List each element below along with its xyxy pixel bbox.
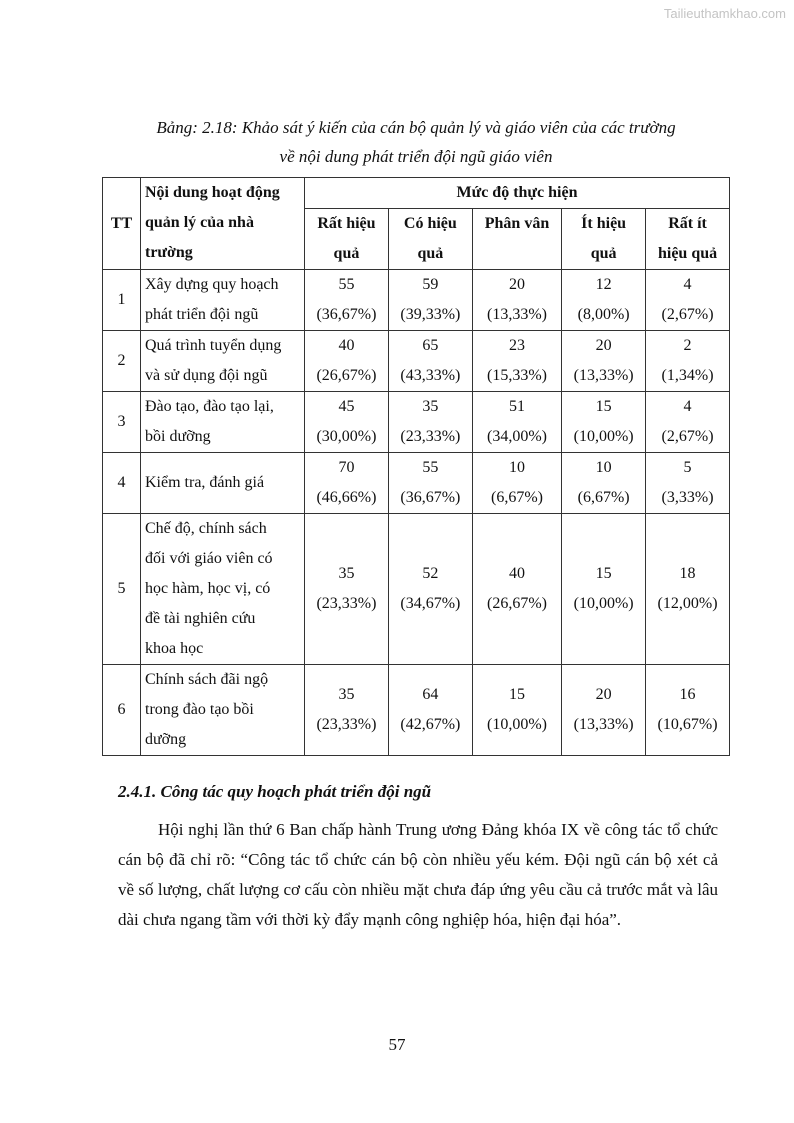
row-index: 1 [103, 270, 141, 331]
header-content-line: quản lý của nhà [145, 214, 254, 231]
value-count: 20 [595, 686, 612, 703]
value-percent: (26,67%) [487, 595, 547, 612]
value-count: 55 [338, 276, 355, 293]
value-cell [305, 331, 389, 392]
value-percent: (26,67%) [316, 367, 377, 384]
table-body [103, 270, 730, 756]
value-percent: (2,67%) [661, 428, 714, 445]
caption-line-1: Bảng: 2.18: Khảo sát ý kiến của cán bộ quản lý và giáo viên của các trường [156, 118, 676, 137]
value-cell [472, 392, 561, 453]
value-count: 55 [422, 459, 439, 476]
value-cell [646, 453, 730, 514]
row-index: 4 [103, 453, 141, 514]
content-line: đối với giáo viên có [145, 550, 273, 567]
row-content [141, 392, 305, 453]
value-count: 16 [679, 686, 696, 703]
header-content-line: trường [145, 244, 193, 261]
value-percent: (10,00%) [573, 595, 634, 612]
value-percent: (3,33%) [661, 489, 714, 506]
header-less-effective [562, 209, 646, 270]
content-line: đề tài nghiên cứu [145, 610, 256, 627]
value-cell [562, 665, 646, 756]
value-count: 12 [595, 276, 612, 293]
header-sub-line: Rất hiệu [317, 215, 376, 232]
value-percent: (30,00%) [316, 428, 377, 445]
value-cell [646, 270, 730, 331]
header-sub-line: hiệu quả [657, 245, 718, 262]
value-cell [472, 331, 561, 392]
value-percent: (6,67%) [577, 489, 630, 506]
header-sub-line: Có hiệu [403, 215, 457, 232]
value-percent: (46,66%) [316, 489, 377, 506]
header-content-line: Nội dung hoạt động [145, 184, 280, 201]
header-tt: TT [103, 178, 141, 270]
header-sub-line: quả [333, 245, 360, 262]
value-count: 10 [595, 459, 612, 476]
value-percent: (13,33%) [487, 306, 547, 323]
row-index: 6 [103, 665, 141, 756]
value-cell [305, 665, 389, 756]
table-row [103, 331, 730, 392]
value-cell [646, 392, 730, 453]
row-content [141, 331, 305, 392]
value-cell [646, 331, 730, 392]
value-percent: (13,33%) [573, 367, 634, 384]
content-line: Chính sách đãi ngộ [145, 671, 269, 688]
content-line: dưỡng [145, 731, 187, 748]
value-percent: (34,00%) [487, 428, 547, 445]
value-cell [562, 270, 646, 331]
value-percent: (2,67%) [661, 306, 714, 323]
value-percent: (23,33%) [316, 716, 377, 733]
row-index: 5 [103, 514, 141, 665]
value-cell [472, 270, 561, 331]
content-line: trong đào tạo bồi [145, 701, 254, 718]
value-count: 2 [683, 337, 692, 354]
content-line: Xây dựng quy hoạch [145, 276, 279, 293]
body-paragraph: Hội nghị lần thứ 6 Ban chấp hành Trung ương Đảng khóa IX về công tác tổ chức cán bộ đã chỉ rõ: “Công tác tổ chức cán bộ còn nhiều yếu kém. Đội ngũ cán bộ xét cả về số lượng, chất lượng cơ cấu còn nhiều mặt chưa đáp ứng yêu cầu cả trước mắt và lâu dài chưa ngang tầm với thời kỳ đẩy mạnh công nghiệp hóa, hiện đại hóa”. [118, 820, 718, 929]
value-cell [388, 453, 472, 514]
table-row [103, 514, 730, 665]
content-line: Đào tạo, đào tạo lại, [145, 398, 274, 415]
value-percent: (12,00%) [657, 595, 718, 612]
table-row [103, 453, 730, 514]
value-count: 10 [508, 459, 525, 476]
value-count: 20 [595, 337, 612, 354]
table-row [103, 665, 730, 756]
value-percent: (39,33%) [400, 306, 461, 323]
table-row [103, 270, 730, 331]
value-count: 65 [422, 337, 439, 354]
row-index: 2 [103, 331, 141, 392]
value-count: 52 [422, 565, 439, 582]
value-cell [388, 392, 472, 453]
header-sub-line: quả [417, 245, 444, 262]
section-heading: 2.4.1. Công tác quy hoạch phát triển đội ngũ [118, 782, 432, 801]
value-cell [388, 665, 472, 756]
value-count: 70 [338, 459, 355, 476]
value-cell [646, 514, 730, 665]
header-very-little-effective [646, 209, 730, 270]
value-percent: (10,67%) [657, 716, 718, 733]
value-count: 15 [595, 565, 612, 582]
value-count: 40 [338, 337, 355, 354]
value-percent: (42,67%) [400, 716, 461, 733]
value-cell [388, 514, 472, 665]
header-sub-line: Rất ít [668, 215, 707, 232]
value-count: 23 [508, 337, 525, 354]
value-percent: (13,33%) [573, 716, 634, 733]
header-level: Mức độ thực hiện [305, 178, 730, 209]
value-cell [562, 514, 646, 665]
value-count: 15 [508, 686, 525, 703]
value-percent: (36,67%) [316, 306, 377, 323]
value-cell [562, 331, 646, 392]
value-cell [646, 665, 730, 756]
value-cell [562, 392, 646, 453]
value-cell [472, 665, 561, 756]
value-count: 35 [338, 565, 355, 582]
value-cell [388, 331, 472, 392]
value-percent: (23,33%) [316, 595, 377, 612]
value-count: 40 [508, 565, 525, 582]
page-number: 57 [388, 1035, 406, 1054]
header-sub-line: quả [590, 245, 617, 262]
value-cell [472, 514, 561, 665]
value-cell [305, 392, 389, 453]
value-count: 59 [422, 276, 439, 293]
value-percent: (8,00%) [577, 306, 630, 323]
value-percent: (34,67%) [400, 595, 461, 612]
table-header-row [103, 178, 730, 209]
value-percent: (10,00%) [487, 716, 547, 733]
watermark: Tailieuthamkhao.com [663, 6, 786, 21]
table-row [103, 392, 730, 453]
value-count: 51 [508, 398, 525, 415]
value-count: 20 [508, 276, 525, 293]
value-percent: (23,33%) [400, 428, 461, 445]
row-content [141, 665, 305, 756]
value-count: 45 [338, 398, 355, 415]
content-line: Chế độ, chính sách [145, 520, 267, 537]
content-line: khoa học [145, 640, 204, 657]
value-count: 18 [679, 565, 696, 582]
value-count: 5 [683, 459, 692, 476]
content-line: Quá trình tuyển dụng [145, 337, 282, 354]
value-cell [305, 514, 389, 665]
content-line: và sử dụng đội ngũ [145, 367, 268, 384]
table-caption [102, 113, 730, 171]
row-content [141, 453, 305, 514]
row-index: 3 [103, 392, 141, 453]
value-percent: (10,00%) [573, 428, 634, 445]
value-count: 35 [338, 686, 355, 703]
row-content [141, 270, 305, 331]
survey-table [102, 177, 730, 756]
header-very-effective [305, 209, 389, 270]
content-line: phát triển đội ngũ [145, 306, 259, 323]
value-count: 64 [422, 686, 439, 703]
value-percent: (1,34%) [661, 367, 714, 384]
caption-line-2: về nội dung phát triển đội ngũ giáo viên [279, 147, 553, 166]
value-cell [472, 453, 561, 514]
value-percent: (43,33%) [400, 367, 461, 384]
header-effective [388, 209, 472, 270]
header-sub-line: Phân vân [484, 215, 550, 232]
value-percent: (36,67%) [400, 489, 461, 506]
value-count: 15 [595, 398, 612, 415]
content-line: bồi dưỡng [145, 428, 211, 445]
content-line: Kiểm tra, đánh giá [145, 474, 265, 491]
value-cell [388, 270, 472, 331]
value-cell [305, 453, 389, 514]
header-sub-line [477, 239, 557, 269]
value-cell [305, 270, 389, 331]
value-percent: (15,33%) [487, 367, 547, 384]
header-undecided [472, 209, 561, 270]
header-content [141, 178, 305, 270]
value-count: 4 [683, 276, 692, 293]
value-count: 4 [683, 398, 692, 415]
row-content [141, 514, 305, 665]
value-cell [562, 453, 646, 514]
value-percent: (6,67%) [491, 489, 543, 506]
content-line: học hàm, học vị, có [145, 580, 271, 597]
value-count: 35 [422, 398, 439, 415]
header-sub-line: Ít hiệu [581, 215, 627, 232]
